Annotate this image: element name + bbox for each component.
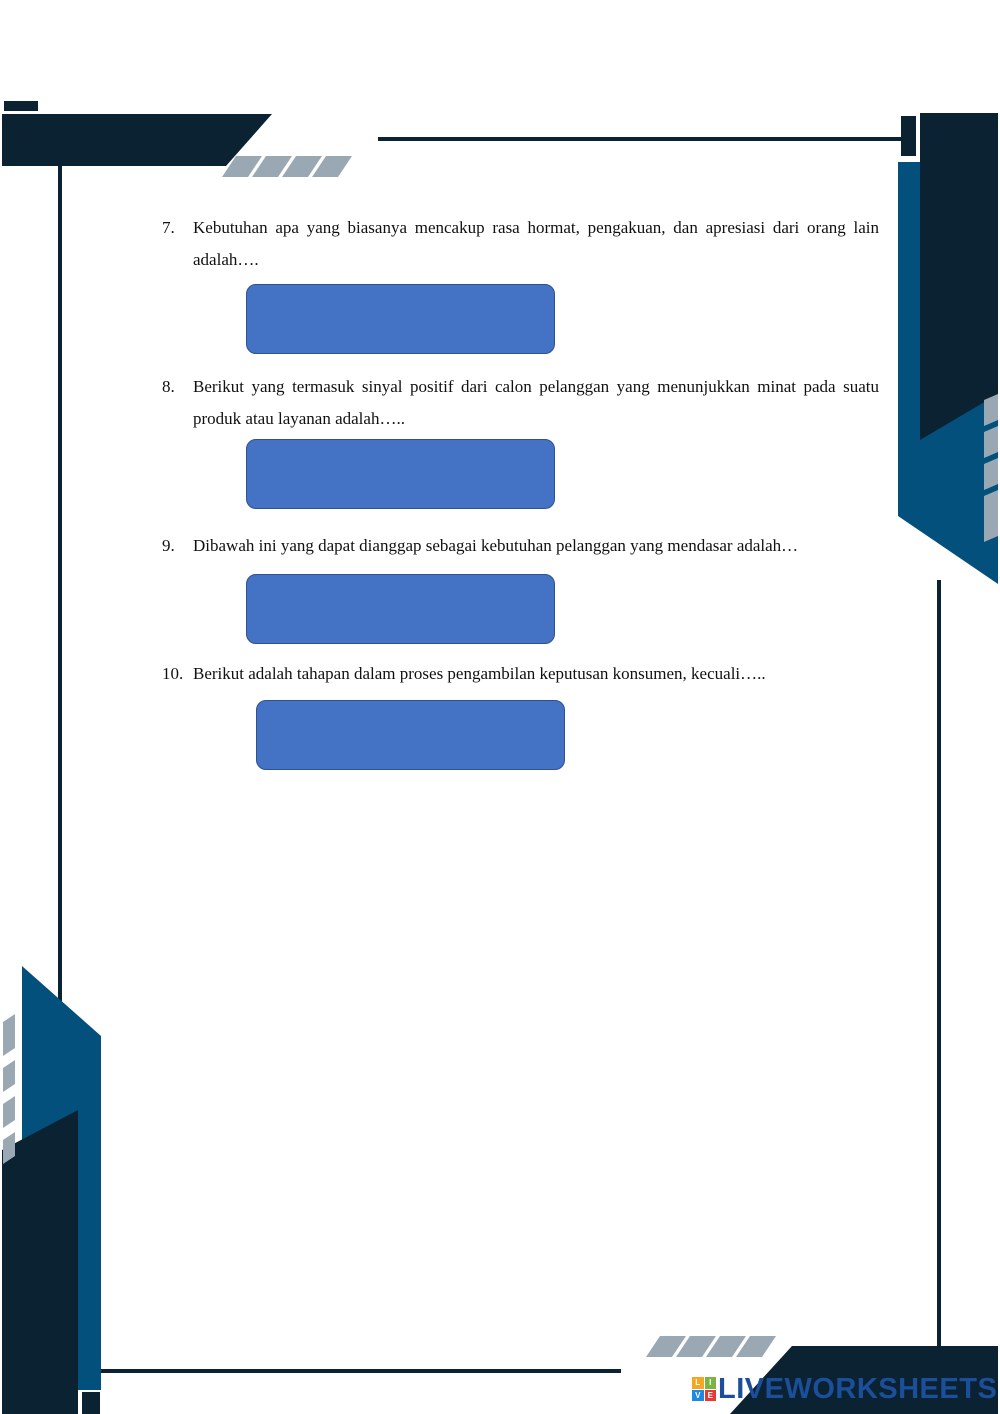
question-number: 10.	[162, 664, 184, 683]
question-text: Kebutuhan apa yang biasanya mencakup rasa hormat, pengakuan, dan apresiasi dari orang lain adalah….	[193, 218, 879, 269]
question-10	[162, 658, 879, 690]
liveworksheets-watermark	[692, 1374, 997, 1404]
answer-input-7[interactable]	[247, 285, 554, 353]
answer-box-9[interactable]	[246, 574, 555, 644]
question-text: Dibawah ini yang dapat dianggap sebagai kebutuhan pelanggan yang mendasar adalah…	[193, 536, 799, 555]
question-number: 8.	[162, 377, 175, 396]
question-number: 9.	[162, 536, 175, 555]
question-9	[162, 530, 879, 562]
answer-input-8[interactable]	[247, 440, 554, 508]
question-text: Berikut yang termasuk sinyal positif dari calon pelanggan yang menunjukkan minat pada suatu produk atau layanan adalah…..	[193, 377, 879, 428]
answer-input-10[interactable]	[257, 701, 564, 769]
watermark-text: LIVEWORKSHEETS	[718, 1372, 998, 1405]
answer-input-9[interactable]	[247, 575, 554, 643]
answer-box-8[interactable]	[246, 439, 555, 509]
question-7	[162, 212, 879, 276]
answer-box-10[interactable]	[256, 700, 565, 770]
question-text: Berikut adalah tahapan dalam proses pengambilan keputusan konsumen, kecuali…..	[193, 664, 766, 683]
question-number: 7.	[162, 218, 175, 237]
question-8	[162, 371, 879, 435]
liveworksheets-logo-icon: L I V E	[692, 1377, 716, 1401]
answer-box-7[interactable]	[246, 284, 555, 354]
